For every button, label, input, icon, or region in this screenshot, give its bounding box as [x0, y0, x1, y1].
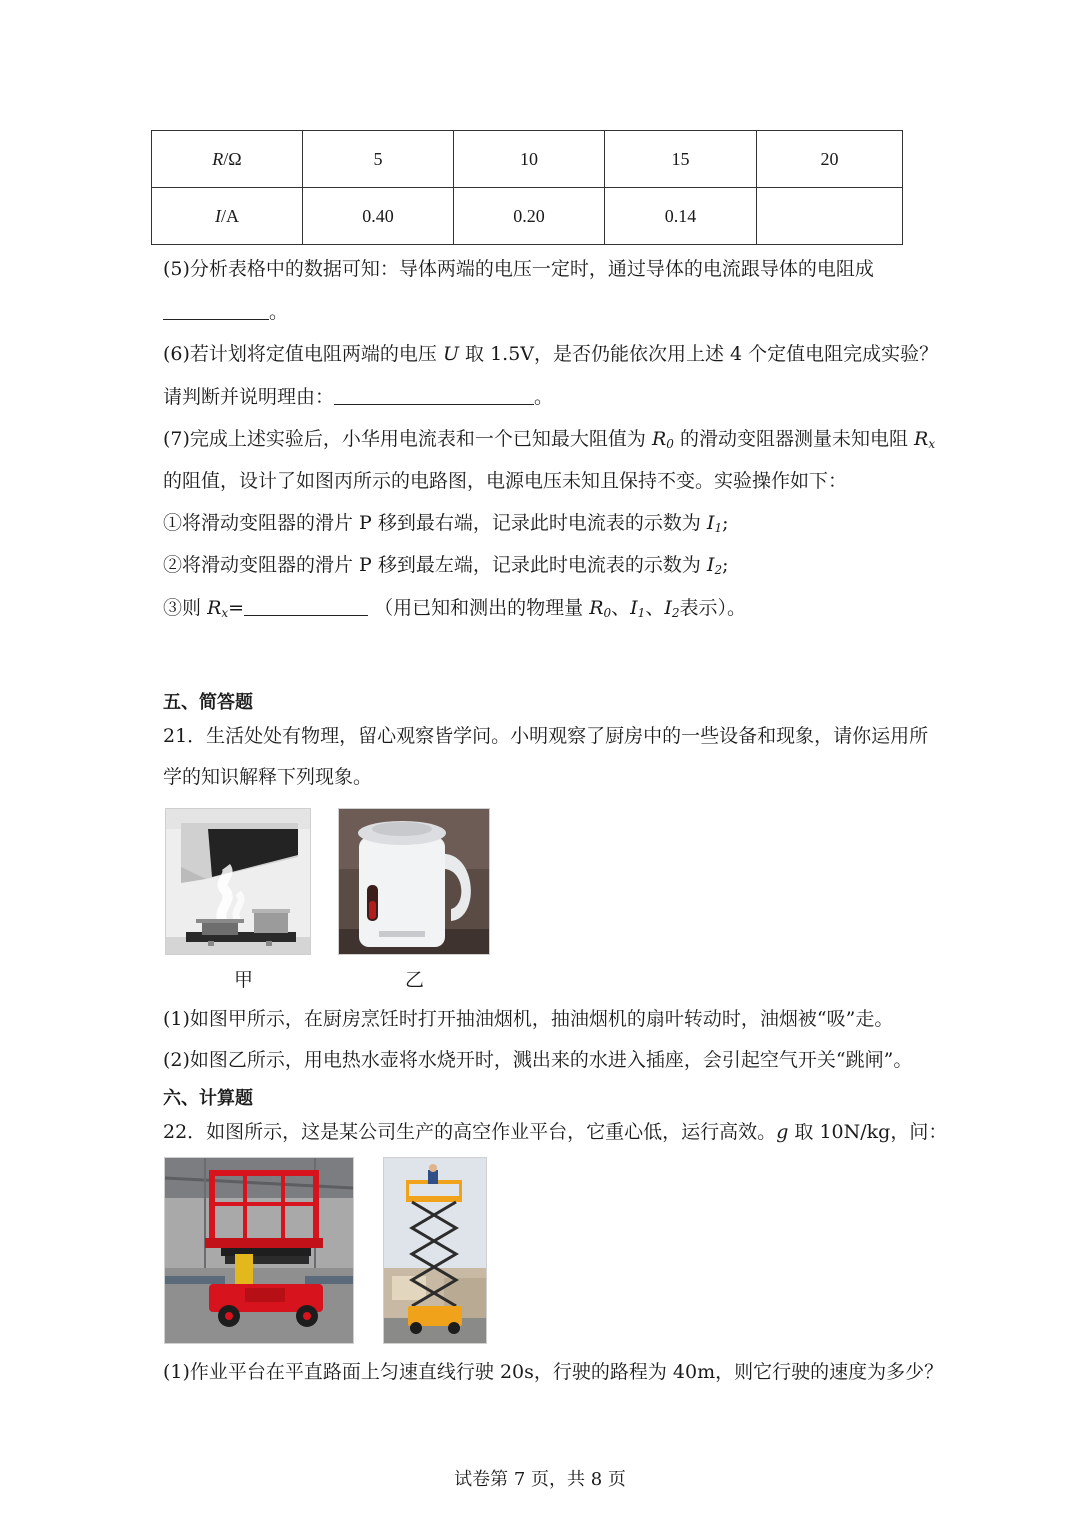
- table-cell: 5: [303, 131, 454, 188]
- table-cell: 0.20: [454, 188, 605, 245]
- page-footer: 试卷第 7 页，共 8 页: [454, 1469, 626, 1490]
- data-table: [151, 130, 903, 245]
- scissor-lift-photo-1: [164, 1157, 354, 1344]
- question-7-line-1: (7)完成上述实验后，小华用电流表和一个已知最大阻值为 $R_0$ 的滑动变阻器测量未知电阻 $R_x$: [163, 428, 936, 451]
- table-cell: 20: [757, 131, 903, 188]
- question-6-line-2: 请判断并说明理由： 。: [163, 386, 554, 408]
- question-21-line-1: 21．生活处处有物理，留心观察皆学问。小明观察了厨房中的一些设备和现象，请你运用所: [163, 725, 929, 747]
- question-5-text: (5)分析表格中的数据可知：导体两端的电压一定时，通过导体的电流跟导体的电阻成: [163, 258, 874, 280]
- question-21-part-1: (1)如图甲所示，在厨房烹饪时打开抽油烟机，抽油烟机的扇叶转动时，油烟被“吸”走。: [163, 1008, 894, 1030]
- answer-blank[interactable]: [163, 301, 269, 320]
- table-cell: 15: [605, 131, 757, 188]
- question-22-line-1: 22．如图所示，这是某公司生产的高空作业平台，它重心低，运行高效。g 取 10N/kg，问：: [163, 1121, 948, 1143]
- table-row: [152, 131, 903, 188]
- answer-blank[interactable]: [334, 386, 534, 405]
- question-7-step-1: ①将滑动变阻器的滑片 P 移到最右端，记录此时电流表的示数为 $I_1$;: [163, 512, 729, 535]
- range-hood-illustration: [166, 809, 310, 954]
- table-row: [152, 188, 903, 245]
- answer-blank[interactable]: [244, 597, 368, 616]
- question-5-answer-line: 。: [163, 300, 288, 324]
- question-7-step-3: ③则 $R_x=$ （用已知和测出的物理量 $R_0$、$I_1$、$I_2$表示）。: [163, 597, 746, 620]
- question-21-part-2: (2)如图乙所示，用电热水壶将水烧开时，溅出来的水进入插座，会引起空气开关“跳闸”。: [163, 1049, 913, 1071]
- caption-jia: 甲: [234, 969, 254, 991]
- electric-kettle-photo: [338, 808, 490, 955]
- range-hood-photo: [165, 808, 311, 955]
- section-5-heading: 五、简答题: [163, 692, 253, 713]
- table-header-cell: R/Ω: [152, 131, 303, 188]
- table-cell: [757, 188, 903, 245]
- question-7-step-2: ②将滑动变阻器的滑片 P 移到最左端，记录此时电流表的示数为 $I_2$;: [163, 554, 729, 577]
- scissor-lift-photo-2: [383, 1157, 487, 1344]
- scissor-lift-illustration-2: [384, 1158, 486, 1343]
- table-cell: 0.40: [303, 188, 454, 245]
- question-22-part-1: (1)作业平台在平直路面上匀速直线行驶 20s，行驶的路程为 40m，则它行驶的速度为多少？: [163, 1361, 944, 1383]
- section-6-heading: 六、计算题: [163, 1088, 253, 1109]
- scissor-lift-illustration-1: [165, 1158, 353, 1343]
- question-6-line-1: (6)若计划将定值电阻两端的电压 U 取 1.5V，是否仍能依次用上述 4 个定值电阻完成实验？: [163, 343, 939, 365]
- electric-kettle-illustration: [339, 809, 489, 954]
- table-header-cell: I/A: [152, 188, 303, 245]
- table-cell: 0.14: [605, 188, 757, 245]
- caption-yi: 乙: [405, 969, 425, 991]
- question-21-line-2: 学的知识解释下列现象。: [163, 766, 373, 788]
- table-cell: 10: [454, 131, 605, 188]
- question-7-line-2: 的阻值，设计了如图丙所示的电路图，电源电压未知且保持不变。实验操作如下：: [163, 470, 848, 492]
